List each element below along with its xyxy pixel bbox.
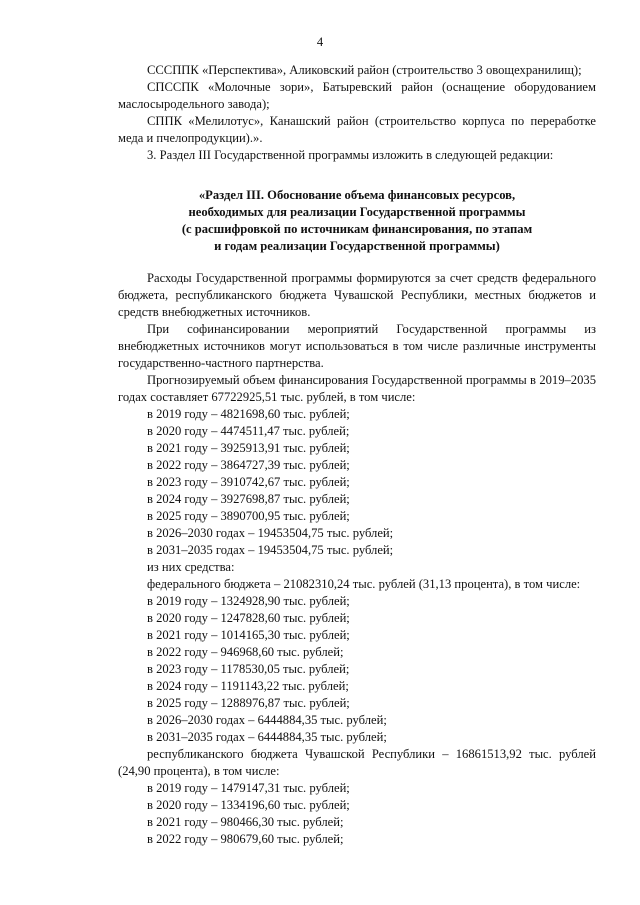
federal-intro: федерального бюджета – 21082310,24 тыс. рублей (31,13 процента), в том числе: — [147, 577, 581, 591]
body-paragraph: При софинансировании мероприятий Государственной программы из внебюджетных источников могут использоваться в том числе различные инструменты государственно-частного партнерства. — [118, 322, 596, 370]
section-heading — [118, 187, 596, 255]
intro-section — [118, 62, 596, 164]
federal-year-line: в 2031–2035 годах – 6444884,35 тыс. рублей; — [147, 730, 387, 744]
total-year-line: в 2021 году – 3925913,91 тыс. рублей; — [147, 441, 350, 455]
total-year-line: в 2025 году – 3890700,95 тыс. рублей; — [147, 509, 350, 523]
heading-line: (с расшифровкой по источникам финансирования, по этапам — [181, 222, 533, 236]
total-year-line: в 2023 году – 3910742,67 тыс. рублей; — [147, 475, 350, 489]
body-paragraph: Прогнозируемый объем финансирования Государственной программы в 2019–2035 годах составляет 67722925,51 тыс. рублей, в том числе: — [118, 373, 596, 404]
total-year-line: в 2022 году – 3864727,39 тыс. рублей; — [147, 458, 350, 472]
intro-paragraph: СССППК «Перспектива», Аликовский район (строительство 3 овощехранилищ); — [147, 63, 582, 77]
intro-paragraph: СППК «Мелилотус», Канашский район (строительство корпуса по переработке меда и пчелопродукции).». — [118, 114, 596, 145]
republic-intro: республиканского бюджета Чувашской Республики – 16861513,92 тыс. рублей (24,90 процента), в том числе: — [118, 747, 596, 778]
total-year-line: в 2026–2030 годах – 19453504,75 тыс. рублей; — [147, 526, 394, 540]
total-year-line: в 2024 году – 3927698,87 тыс. рублей; — [147, 492, 350, 506]
total-year-line: в 2020 году – 4474511,47 тыс. рублей; — [147, 424, 350, 438]
heading-line: «Раздел III. Обоснование объема финансовых ресурсов, — [198, 188, 516, 202]
republic-year-line: в 2020 году – 1334196,60 тыс. рублей; — [147, 798, 350, 812]
republic-year-line: в 2019 году – 1479147,31 тыс. рублей; — [147, 781, 350, 795]
federal-year-line: в 2024 году – 1191143,22 тыс. рублей; — [147, 679, 349, 693]
federal-year-line: в 2022 году – 946968,60 тыс. рублей; — [147, 645, 344, 659]
federal-year-line: в 2025 году – 1288976,87 тыс. рублей; — [147, 696, 350, 710]
total-year-line: в 2031–2035 годах – 19453504,75 тыс. рублей; — [147, 543, 394, 557]
republic-year-line: в 2022 году – 980679,60 тыс. рублей; — [147, 832, 344, 846]
federal-year-line: в 2023 году – 1178530,05 тыс. рублей; — [147, 662, 350, 676]
intro-paragraph: СПССПК «Молочные зори», Батыревский район (оснащение оборудованием маслосыродельного завода); — [118, 80, 596, 111]
intro-paragraph: 3. Раздел III Государственной программы изложить в следующей редакции: — [147, 148, 554, 162]
heading-line: необходимых для реализации Государственной программы — [188, 205, 526, 219]
federal-year-line: в 2019 году – 1324928,90 тыс. рублей; — [147, 594, 350, 608]
of-them-line: из них средства: — [147, 560, 235, 574]
heading-line: и годам реализации Государственной программы) — [214, 239, 500, 253]
page-number: 4 — [316, 35, 324, 49]
body-section — [118, 270, 596, 848]
body-paragraph: Расходы Государственной программы формируются за счет средств федерального бюджета, республиканского бюджета Чувашской Республики, местных бюджетов и средств внебюджетных источников. — [118, 271, 596, 319]
total-year-line: в 2019 году – 4821698,60 тыс. рублей; — [147, 407, 350, 421]
federal-year-line: в 2026–2030 годах – 6444884,35 тыс. рублей; — [147, 713, 387, 727]
republic-year-line: в 2021 году – 980466,30 тыс. рублей; — [147, 815, 344, 829]
federal-year-line: в 2021 году – 1014165,30 тыс. рублей; — [147, 628, 350, 642]
federal-year-line: в 2020 году – 1247828,60 тыс. рублей; — [147, 611, 350, 625]
